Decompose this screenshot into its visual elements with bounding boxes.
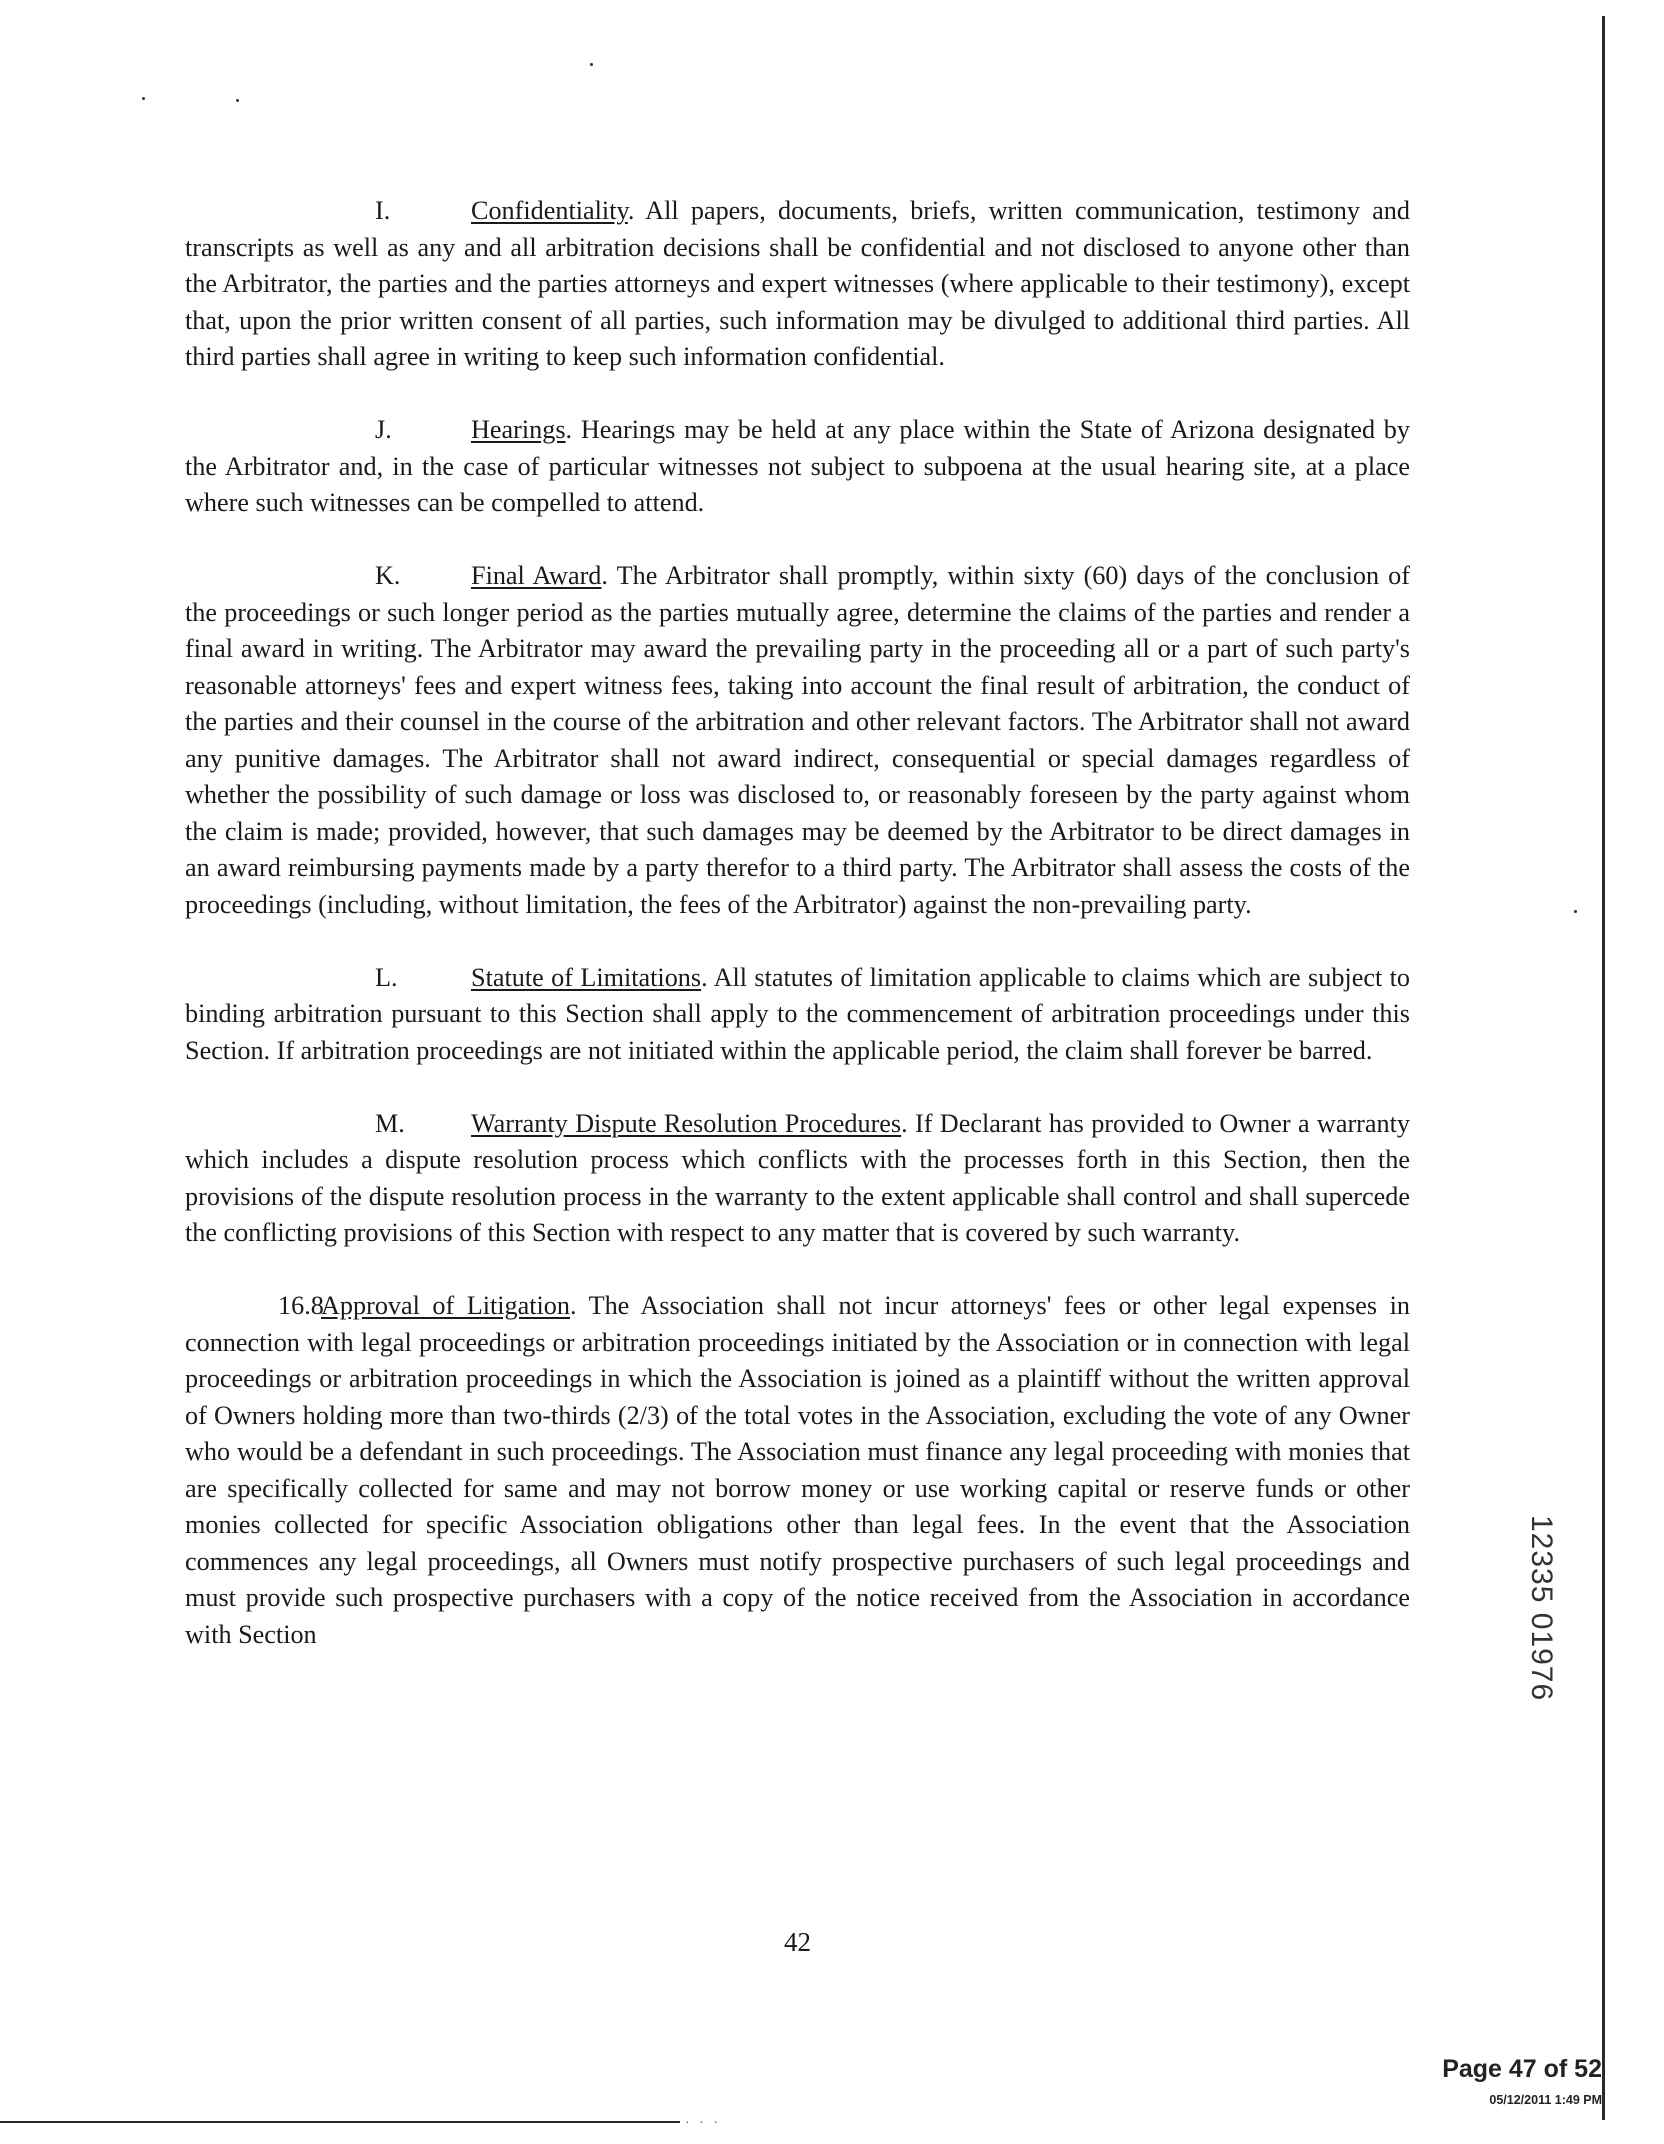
right-margin-rule [1602, 16, 1605, 2120]
section-body: . The Association shall not incur attorneys' fees or other legal expenses in connection with legal proceedings or arbitration proceedings initiated by the Association or in connection with legal proceedings or arbitration proceedings in which the Association is joined as a plaintiff without the written approval of Owners holding more than two-thirds (2/3) of the total votes in the Association, excluding the vote of any Owner who would be a defendant in such proceedings. The Association must finance any legal proceeding with monies that are specifically collected for same and may not borrow money or use working capital or reserve funds or other monies collected for specific Association obligations other than legal fees. In the event that the Association commences any legal proceedings, all Owners must notify prospective purchasers of such legal proceedings and must provide such prospective purchasers with a copy of the notice received from the Association in accordance with Section [185, 1291, 1410, 1649]
paragraph-letter: J. [375, 415, 392, 444]
paragraph-heading: Hearings [471, 415, 566, 444]
paragraph-body: . Hearings may be held at any place within the State of Arizona designated by the Arbitrator and, in the case of particular witnesses not subject to subpoena at the usual hearing site, at a place where such witnesses can be compelled to attend. [185, 415, 1410, 517]
paragraph-body: . All statutes of limitation applicable to claims which are subject to binding arbitration pursuant to this Section shall apply to the commencement of arbitration proceedings under this Section. If arbitration proceedings are not initiated within the applicable period, the claim shall forever be barred. [185, 962, 1410, 1065]
paragraph-body: . All papers, documents, briefs, written communication, testimony and transcripts as well as any and all arbitration decisions shall be confidential and not disclosed to anyone other than the Arbitrator, the parties and the parties attorneys and expert witnesses (where applicable to their testimony), except that, upon the prior written consent of all parties, such information may be divulged to additional third parties. All third parties shall agree in writing to keep such information confidential. [185, 196, 1410, 371]
paragraph-letter: I. [375, 196, 391, 225]
paragraph-hearings [185, 412, 1410, 522]
paragraph-heading: Statute of Limitations [471, 962, 702, 992]
recording-number-stamp [1525, 1515, 1564, 1775]
paragraph-body: . The Arbitrator shall promptly, within sixty (60) days of the conclusion of the proceedings or such longer period as the parties mutually agree, determine the claims of the parties and render a final award in writing. The Arbitrator may award the prevailing party in the proceeding all or a part of such party's reasonable attorneys' fees and expert witness fees, taking into account the final result of arbitration, the conduct of the parties and their counsel in the course of the arbitration and other relevant factors. The Arbitrator shall not award any punitive damages. The Arbitrator shall not award indirect, consequential or special damages regardless of whether the possibility of such damage or loss was disclosed to, or reasonably foreseen by the party against whom the claim is made; provided, however, that such damages may be deemed by the Arbitrator to be direct damages in an award reimbursing payments made by a party therefor to a third party. The Arbitrator shall assess the costs of the proceedings (including, without limitation, the fees of the Arbitrator) against the non-prevailing party. [185, 561, 1410, 919]
bottom-rule-dots: · · · [685, 2116, 721, 2131]
scan-speck [142, 97, 145, 100]
section-heading: Approval of Litigation [321, 1291, 570, 1320]
section-number: 16.8 [278, 1291, 324, 1320]
paragraph-heading: Confidentiality [471, 196, 628, 225]
recording-number-text: 12335 01976 [1525, 1515, 1558, 1702]
paragraph-confidentiality [185, 193, 1410, 376]
section-approval-of-litigation [185, 1288, 1410, 1653]
paragraph-letter: K. [375, 561, 401, 590]
paragraph-letter: M. [375, 1108, 405, 1138]
bottom-rule [0, 2121, 680, 2123]
paragraph-body: . If Declarant has provided to Owner a warranty which includes a dispute resolution process which conflicts with the processes forth in this Section, then the provisions of the dispute resolution process in the warranty to the extent applicable shall control and shall supercede the conflicting provisions of this Section with respect to any matter that is covered by such warranty. [185, 1108, 1410, 1247]
scan-speck [590, 63, 593, 66]
paragraph-statute-of-limitations [185, 960, 1410, 1070]
paragraph-final-award [185, 558, 1410, 923]
scan-speck [236, 99, 239, 102]
scan-speck [1574, 910, 1577, 913]
paragraph-heading: Final Award [471, 561, 602, 590]
paragraph-warranty-dispute [185, 1106, 1410, 1252]
print-timestamp: 05/12/2011 1:49 PM [1489, 2093, 1602, 2107]
page-counter: Page 47 of 52 [1442, 2055, 1602, 2083]
body-text [185, 193, 1410, 1690]
paragraph-heading: Warranty Dispute Resolution Procedures [471, 1108, 902, 1138]
paragraph-letter: L. [375, 962, 398, 992]
page-number: 42 [784, 1927, 811, 1957]
